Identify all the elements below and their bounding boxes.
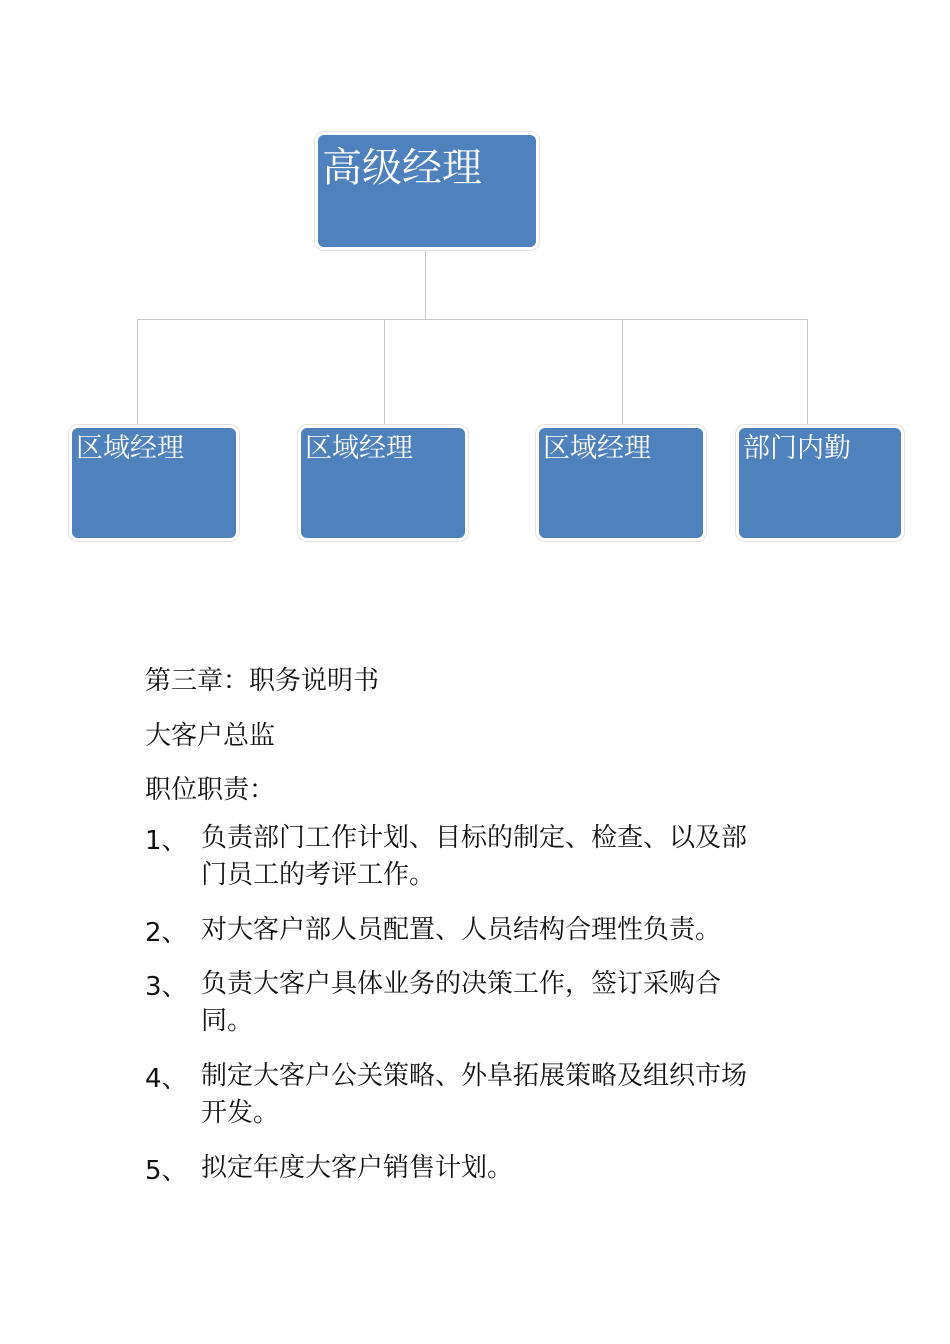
list-item-text: 拟定年度大客户销售计划。 xyxy=(201,1153,514,1183)
chapter-title: 第三章：职务说明书 xyxy=(145,666,380,696)
connector-drop-2 xyxy=(384,319,385,426)
list-item-text: 对大客户部人员配置、人员结构合理性负责。 xyxy=(201,915,722,945)
list-item-number: 4、 xyxy=(145,1064,188,1094)
position-title: 大客户总监 xyxy=(145,721,276,751)
connector-horizontal xyxy=(137,319,808,320)
org-node-regional-manager-3 xyxy=(539,428,703,538)
connector-drop-1 xyxy=(137,319,138,426)
list-item-text: 制定大客户公关策略、外阜拓展策略及组织市场开发。 xyxy=(201,1061,748,1128)
connector-drop-4 xyxy=(807,319,808,426)
org-node-label: 区域经理 xyxy=(76,433,184,464)
org-node-senior-manager xyxy=(318,135,536,247)
org-node-label: 区域经理 xyxy=(305,433,413,464)
connector-drop-3 xyxy=(622,319,623,426)
org-node-regional-manager-1 xyxy=(72,428,236,538)
org-node-label: 区域经理 xyxy=(543,433,651,464)
org-node-department-admin xyxy=(739,428,901,538)
org-node-label: 部门内勤 xyxy=(743,433,851,464)
list-item-number: 3、 xyxy=(145,972,188,1002)
list-item-number: 2、 xyxy=(145,918,188,948)
list-item-text: 负责部门工作计划、目标的制定、检查、以及部门员工的考评工作。 xyxy=(201,823,748,890)
job-description xyxy=(145,660,785,1200)
section-label: 职位职责： xyxy=(145,775,276,805)
list-item-text: 负责大客户具体业务的决策工作，签订采购合同。 xyxy=(201,969,722,1036)
org-node-label: 高级经理 xyxy=(322,145,482,191)
org-node-regional-manager-2 xyxy=(301,428,465,538)
connector-vertical-top xyxy=(425,247,426,319)
list-item-number: 1、 xyxy=(145,826,188,856)
list-item-number: 5、 xyxy=(145,1156,188,1186)
